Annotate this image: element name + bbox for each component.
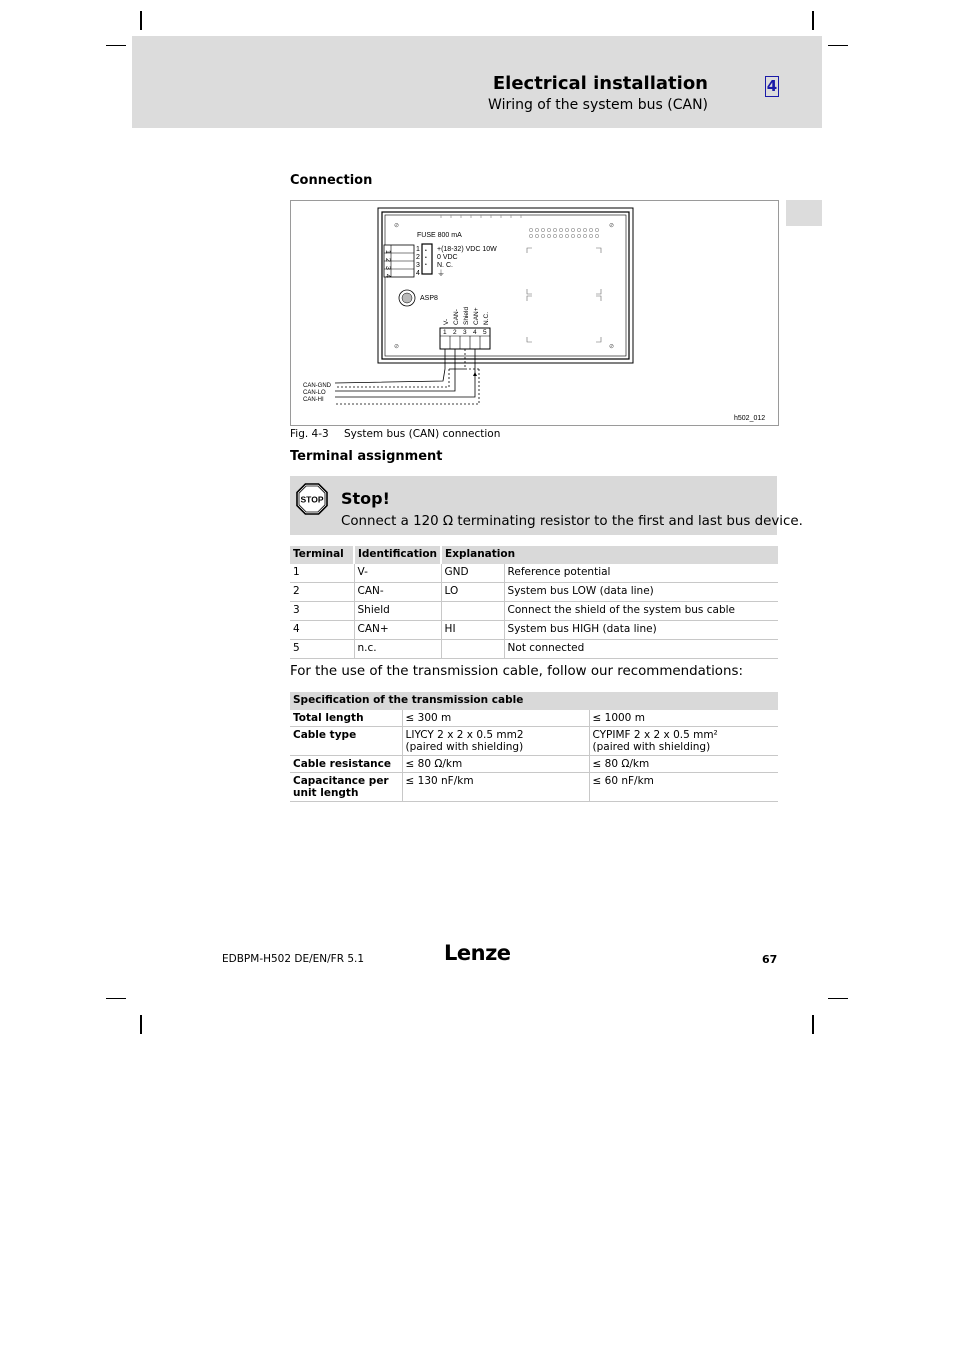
can-terminal-3: 3 (463, 329, 467, 336)
svg-text:⊘: ⊘ (394, 223, 400, 229)
chapter-title: Electrical installation (492, 73, 708, 94)
chapter-header (132, 36, 822, 128)
cable-label-gnd: CAN-GND (303, 383, 331, 389)
asp8-socket-inner (402, 293, 412, 303)
table-cell: 1 (290, 564, 354, 583)
supply-label-2: 0 VDC (437, 254, 458, 261)
cable-shield (335, 349, 479, 404)
supply-connector (422, 244, 432, 274)
table-row (290, 756, 778, 773)
row-label: Cable type (290, 727, 402, 756)
supply-label-3: N. C. (437, 262, 453, 269)
supply-terminal-1: 1 (416, 246, 420, 253)
table-cell: 4 (290, 621, 354, 640)
table-cell: HI (441, 621, 504, 640)
table-cell: 3 (290, 602, 354, 621)
table-row (290, 583, 778, 602)
side-terminal-1: 1 (384, 250, 391, 254)
table-cell: System bus HIGH (data line) (504, 621, 778, 640)
supply-labels (437, 246, 497, 269)
table-cell: CAN+ (354, 621, 441, 640)
table-cell: ≤ 300 m (402, 710, 589, 727)
svg-text:⊘: ⊘ (609, 223, 615, 229)
cable-label-lo: CAN-LO (303, 390, 326, 396)
crop-mark (812, 1015, 814, 1034)
can-label-can-minus: CAN- (453, 309, 460, 325)
lenze-logo: Lenze (444, 941, 511, 965)
table-cell: ≤ 60 nF/km (589, 773, 778, 802)
figure-id: h502_012 (734, 415, 766, 422)
table-row (290, 564, 778, 583)
shield-marker-icon (473, 372, 477, 376)
table-header-identification: Identification (354, 546, 441, 564)
figure-caption-text: System bus (CAN) connection (344, 428, 501, 440)
stop-title: Stop! (341, 489, 390, 508)
table-cell: LO (441, 583, 504, 602)
side-terminal-4: 4 (384, 274, 391, 278)
svg-text:•: • (425, 262, 427, 268)
wire-can-lo (335, 349, 455, 391)
svg-text:•: • (425, 255, 427, 261)
side-terminal-3: 3 (384, 266, 391, 270)
figure-number: Fig. 4-3 (290, 428, 329, 440)
table-row (290, 640, 778, 659)
section-heading-connection: Connection (290, 173, 373, 188)
table-cell: Connect the shield of the system bus cable (504, 602, 778, 621)
section-heading-terminal: Terminal assignment (290, 449, 443, 464)
table-header-terminal: Terminal (290, 546, 354, 564)
row-label: Total length (290, 710, 402, 727)
cable-spec-table (290, 692, 778, 802)
wiring-figure (290, 200, 779, 426)
asp8-label: ASP8 (420, 295, 438, 302)
table-row (290, 710, 778, 727)
table-header-explanation: Explanation (441, 546, 778, 564)
svg-text:STOP: STOP (300, 494, 324, 505)
table-cell: 5 (290, 640, 354, 659)
recommendation-text: For the use of the transmission cable, follow our recommendations: (290, 664, 743, 679)
table-row (290, 602, 778, 621)
svg-text:⊘: ⊘ (609, 344, 615, 350)
cable-type-b-note: (paired with shielding) (592, 741, 711, 753)
table-header-row (290, 546, 778, 564)
table-row (290, 773, 778, 802)
crop-mark (828, 998, 848, 999)
can-terminal-labels (443, 307, 490, 325)
cable-type-a-note: (paired with shielding) (405, 741, 524, 753)
cable-label-hi: CAN-HI (303, 397, 324, 403)
table-cell: ≤ 80 Ω/km (402, 756, 589, 773)
ground-icon: ⏚ (437, 269, 445, 278)
table-cell: System bus LOW (data line) (504, 583, 778, 602)
crop-mark (140, 11, 142, 30)
can-label-shield: Shield (463, 306, 470, 325)
side-connector (384, 245, 414, 278)
page-number: 67 (762, 953, 778, 966)
figure-caption (290, 428, 500, 440)
supply-terminal-3: 3 (416, 262, 420, 269)
table-cell: GND (441, 564, 504, 583)
side-terminal-2: 2 (384, 258, 391, 262)
table-cell (441, 640, 504, 659)
table-cell: n.c. (354, 640, 441, 659)
cable-type-b: CYPIMF 2 x 2 x 0.5 mm² (592, 729, 718, 741)
supply-terminal-numbers (416, 246, 420, 277)
row-label: Capacitance per unit length (290, 773, 402, 802)
crop-mark (106, 998, 126, 999)
wiring-diagram (291, 201, 778, 425)
crop-mark (140, 1015, 142, 1034)
display-corners (527, 248, 601, 342)
vent-ticks (441, 215, 521, 218)
chapter-subtitle: Wiring of the system bus (CAN) (488, 97, 708, 113)
supply-terminal-2: 2 (416, 254, 420, 261)
table-cell (589, 727, 778, 756)
table-row (290, 727, 778, 756)
table-cell: ≤ 80 Ω/km (589, 756, 778, 773)
crop-mark (812, 11, 814, 30)
document-code: EDBPM-H502 DE/EN/FR 5.1 (222, 953, 365, 965)
svg-text:•: • (425, 248, 427, 254)
table-cell: 2 (290, 583, 354, 602)
can-terminal-2: 2 (453, 329, 457, 336)
stop-text: Connect a 120 Ω terminating resistor to the first and last bus device. (341, 514, 803, 529)
can-terminal-4: 4 (473, 329, 477, 336)
table-cell: Not connected (504, 640, 778, 659)
stop-icon (296, 483, 328, 515)
row-label: Cable resistance (290, 756, 402, 773)
supply-connector-dots (425, 248, 427, 268)
can-label-can-plus: CAN+ (473, 307, 480, 325)
crop-mark (106, 45, 126, 46)
table-row (290, 621, 778, 640)
crop-mark (828, 45, 848, 46)
cable-spec-header: Specification of the transmission cable (290, 692, 778, 710)
thumb-index-tab (786, 200, 822, 226)
can-label-v-minus: V- (443, 318, 450, 325)
supply-label-1: +(18-32) VDC 10W (437, 246, 497, 253)
chapter-number: 4 (766, 77, 778, 95)
led-grid (529, 228, 598, 237)
can-terminal-5: 5 (483, 329, 487, 336)
table-cell: ≤ 1000 m (589, 710, 778, 727)
terminal-assignment-table (290, 546, 778, 659)
table-header-row (290, 692, 778, 710)
screw-icons (394, 223, 614, 350)
can-label-nc: N.C. (483, 312, 490, 325)
cable-labels (303, 383, 332, 403)
table-cell: CAN- (354, 583, 441, 602)
supply-terminal-4: 4 (416, 270, 420, 277)
table-cell (402, 727, 589, 756)
can-terminal-1: 1 (443, 329, 447, 336)
wire-can-gnd (335, 349, 445, 383)
svg-text:⊘: ⊘ (394, 344, 400, 350)
stop-warning (290, 476, 803, 535)
table-cell (441, 602, 504, 621)
table-cell: Reference potential (504, 564, 778, 583)
cable-type-a: LIYCY 2 x 2 x 0.5 mm2 (405, 729, 524, 741)
table-cell: ≤ 130 nF/km (402, 773, 589, 802)
table-cell: V- (354, 564, 441, 583)
table-cell: Shield (354, 602, 441, 621)
fuse-label: FUSE 800 mA (417, 232, 462, 239)
